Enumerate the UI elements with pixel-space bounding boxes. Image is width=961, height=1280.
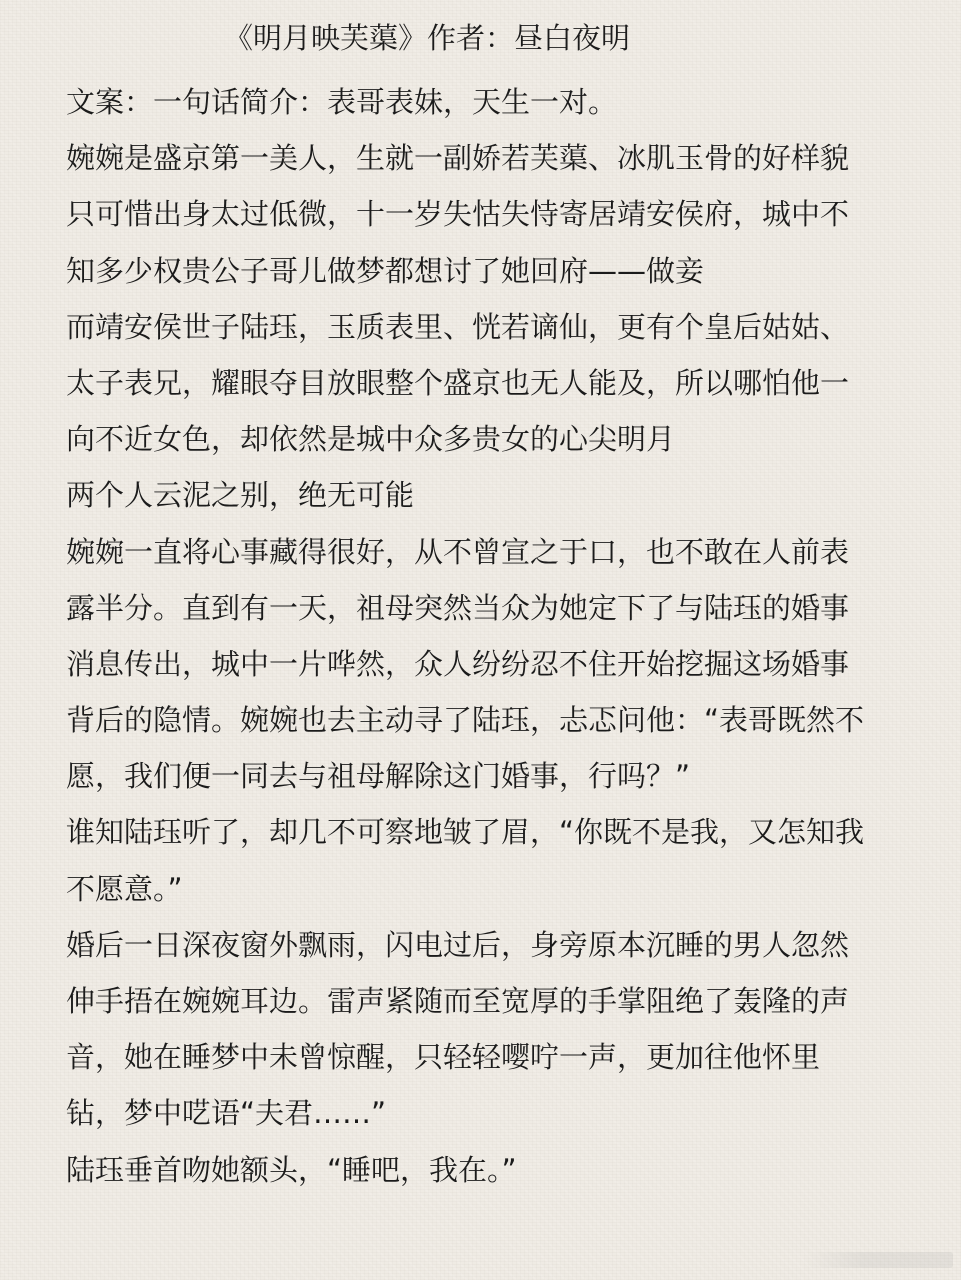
text-line: 婉婉是盛京第一美人，生就一副娇若芙蕖、冰肌玉骨的好样貌 — [66, 141, 850, 176]
text-line: 不愿意。” — [66, 871, 183, 906]
faint-watermark-strip — [803, 1252, 953, 1268]
text-line: 两个人云泥之别，绝无可能 — [66, 478, 415, 513]
synopsis-body — [66, 74, 896, 1198]
text-line: 露半分。直到有一天，祖母突然当众为她定下了与陆珏的婚事 — [66, 590, 850, 625]
text-line: 背后的隐情。婉婉也去主动寻了陆珏，忐忑问他：“表哥既然不 — [66, 703, 865, 738]
text-line: 音，她在睡梦中未曾惊醒，只轻轻嘤咛一声，更加往他怀里 — [66, 1040, 821, 1075]
text-line: 消息传出，城中一片哗然，众人纷纷忍不住开始挖掘这场婚事 — [66, 646, 850, 681]
text-line: 伸手捂在婉婉耳边。雷声紧随而至宽厚的手掌阻绝了轰隆的声 — [66, 984, 850, 1018]
text-line: 向不近女色，却依然是城中众多贵女的心尖明月 — [66, 422, 676, 457]
text-line: 太子表兄，耀眼夺目放眼整个盛京也无人能及，所以哪怕他一 — [66, 365, 850, 400]
text-line: 只可惜出身太过低微，十一岁失怙失恃寄居靖安侯府，城中不 — [66, 197, 850, 232]
text-line: 而靖安侯世子陆珏，玉质表里、恍若谪仙，更有个皇后姑姑、 — [66, 309, 850, 344]
text-line: 知多少权贵公子哥儿做梦都想讨了她回府——做妾 — [66, 253, 705, 288]
text-line: 婉婉一直将心事藏得很好，从不曾宣之于口，也不敢在人前表 — [66, 534, 850, 569]
book-title: 《明月映芙蕖》作者：昼白夜明 — [224, 21, 631, 55]
text-line: 婚后一日深夜窗外飘雨，闪电过后，身旁原本沉睡的男人忽然 — [66, 927, 850, 962]
text-line: 陆珏垂首吻她额头，“睡吧，我在。” — [66, 1152, 517, 1187]
text-line: 钻，梦中呓语“夫君……” — [66, 1096, 387, 1131]
text-line: 文案：一句话简介：表哥表妹，天生一对。 — [66, 85, 618, 119]
text-line: 谁知陆珏听了，却几不可察地皱了眉，“你既不是我，又怎知我 — [66, 815, 865, 850]
text-line: 愿，我们便一同去与祖母解除这门婚事，行吗？” — [66, 759, 691, 794]
